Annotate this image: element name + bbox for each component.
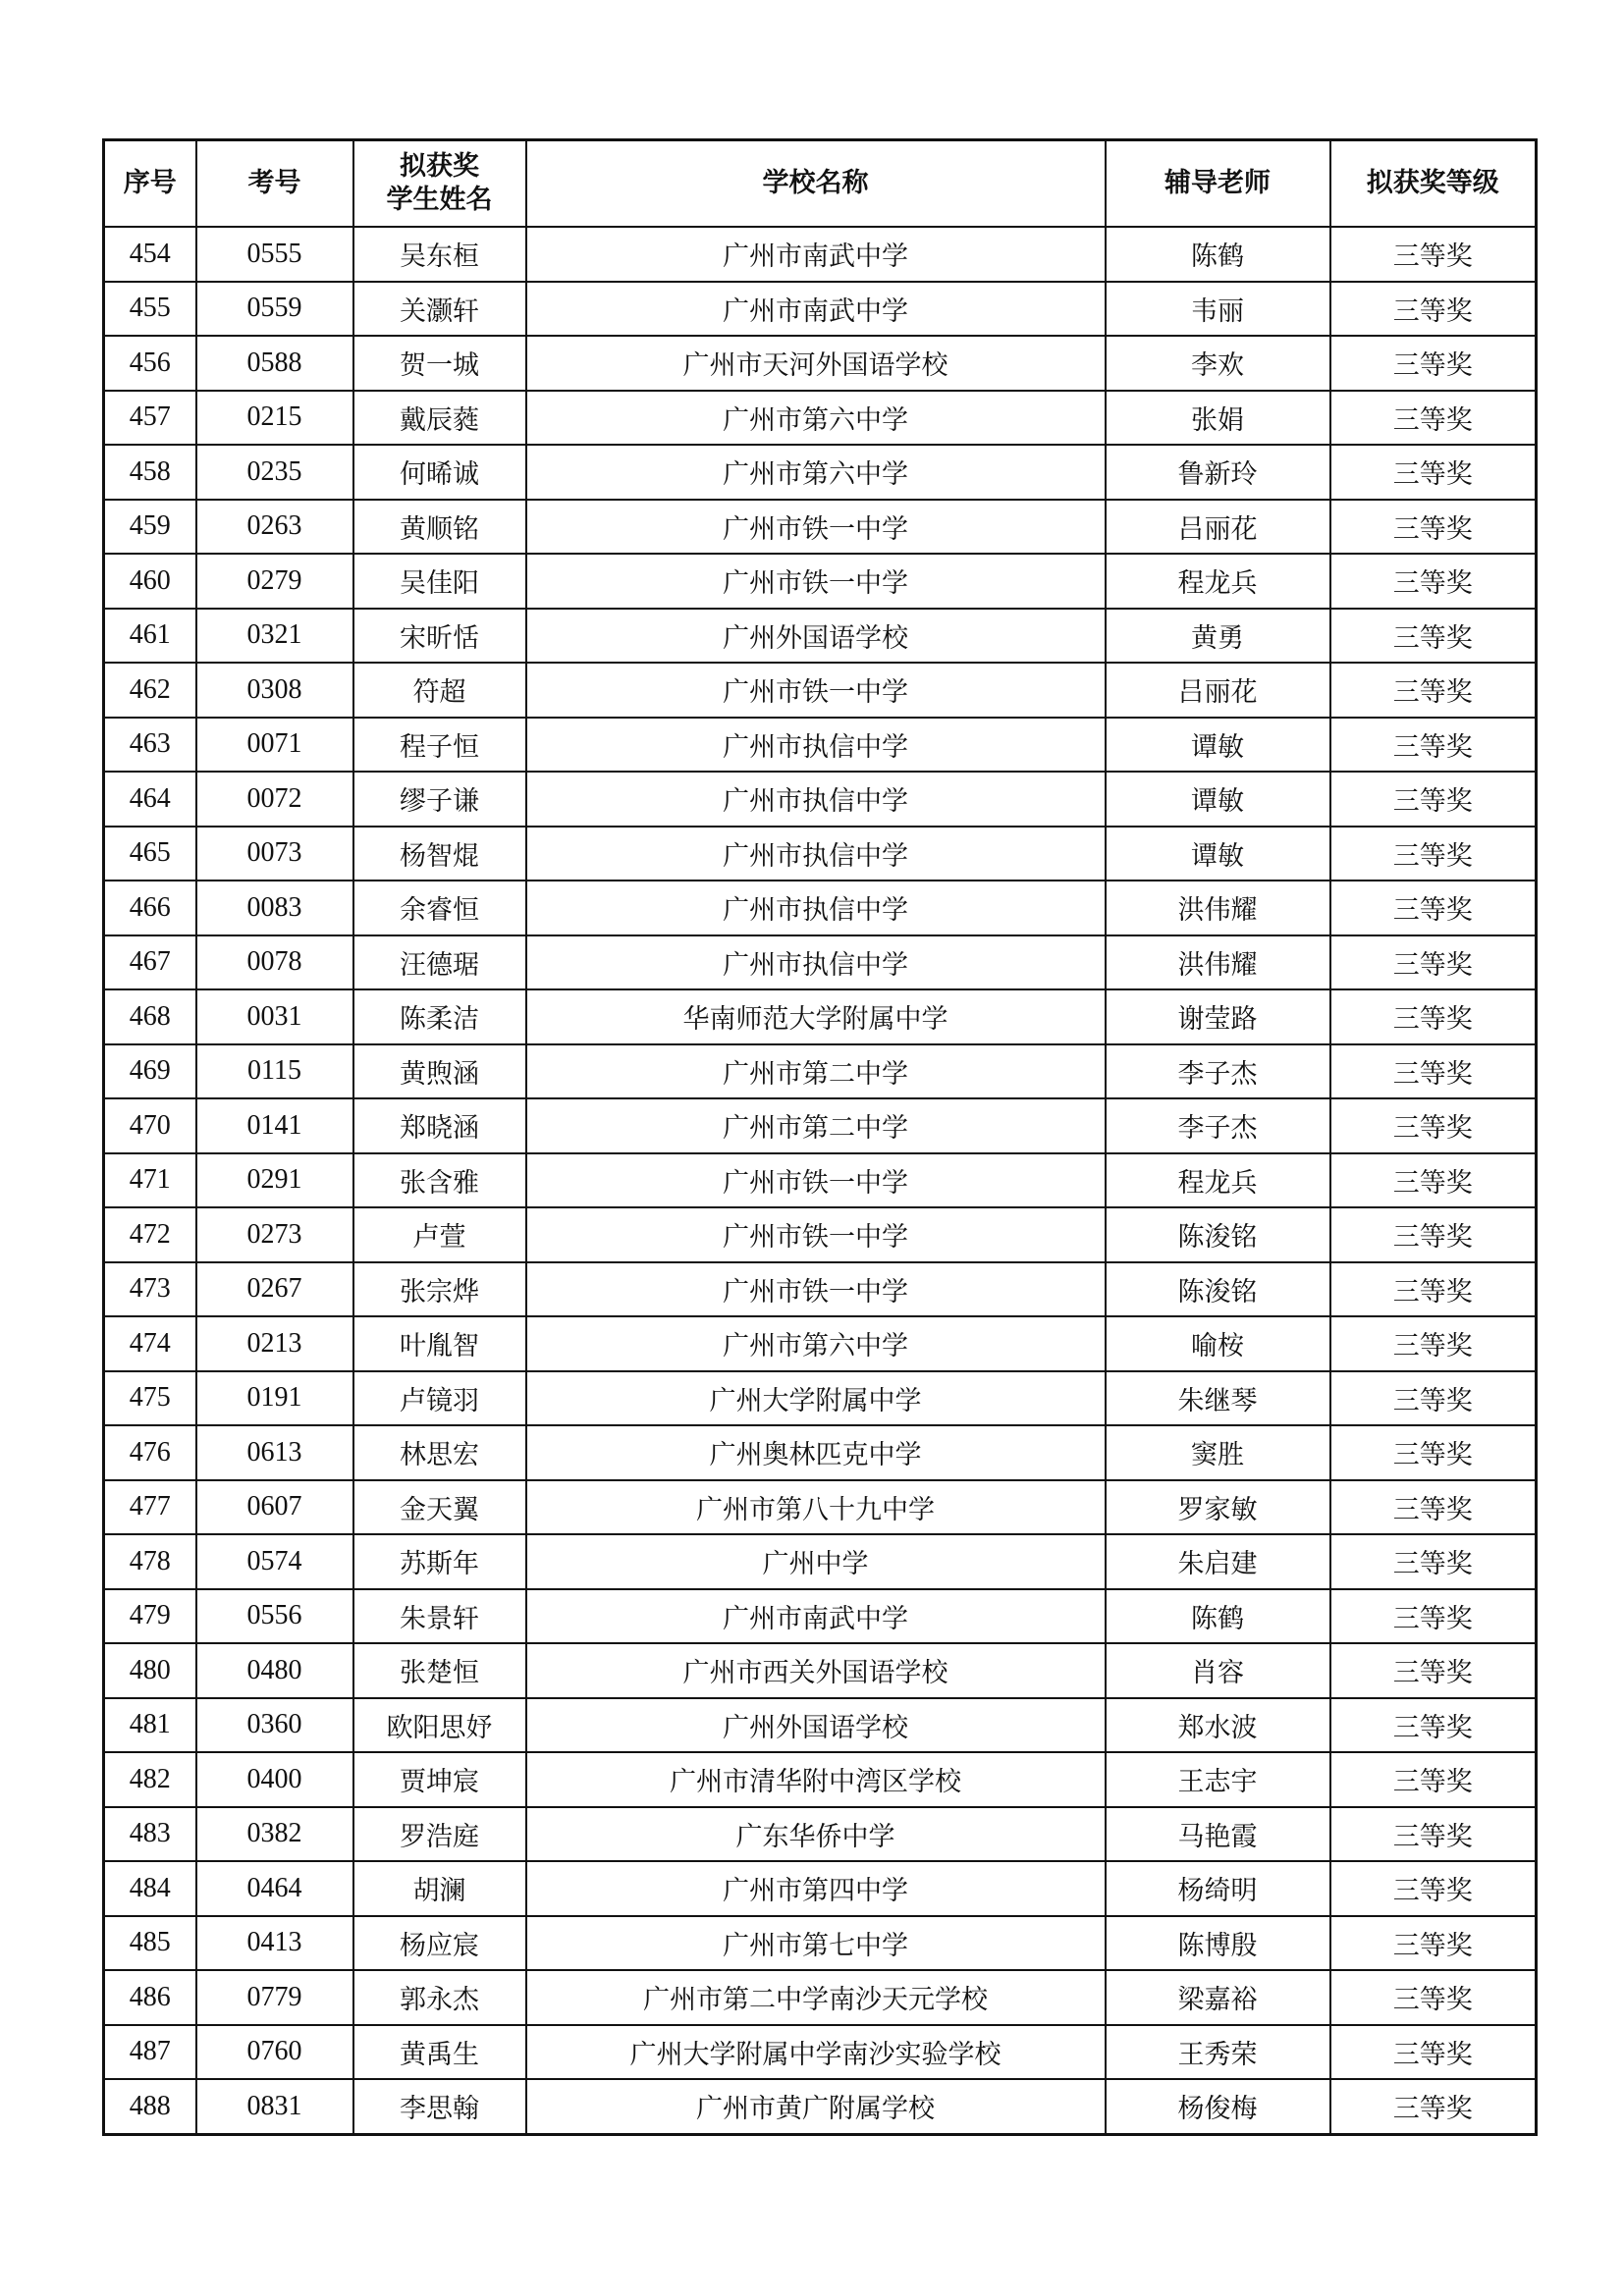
school-cell: 广州市第二中学 (526, 1098, 1106, 1153)
seq-cell: 457 (104, 391, 196, 446)
table-row (104, 935, 1537, 990)
header-student-name-line1: 拟获奖 (400, 151, 479, 182)
table-row (104, 1916, 1537, 1971)
student-name-cell: 杨应宸 (353, 1916, 526, 1971)
table-row (104, 1425, 1537, 1480)
teacher-cell: 朱继琴 (1106, 1371, 1330, 1426)
student-name-cell: 朱景轩 (353, 1589, 526, 1644)
table-row (104, 336, 1537, 391)
exam-no-cell: 0613 (196, 1425, 353, 1480)
teacher-cell: 程龙兵 (1106, 554, 1330, 609)
teacher-cell: 李子杰 (1106, 1044, 1330, 1099)
school-cell: 广州市第七中学 (526, 1916, 1106, 1971)
award-level-cell: 三等奖 (1330, 1698, 1537, 1753)
table-row (104, 827, 1537, 881)
school-cell: 广东华侨中学 (526, 1807, 1106, 1862)
school-cell: 广州市南武中学 (526, 282, 1106, 337)
table-row (104, 1698, 1537, 1753)
teacher-cell: 罗家敏 (1106, 1480, 1330, 1535)
exam-no-cell: 0464 (196, 1861, 353, 1916)
seq-cell: 460 (104, 554, 196, 609)
teacher-cell: 谢莹路 (1106, 989, 1330, 1044)
exam-no-cell: 0291 (196, 1153, 353, 1208)
exam-no-cell: 0779 (196, 1970, 353, 2025)
header-exam-no: 考号 (196, 140, 353, 228)
table-row (104, 1098, 1537, 1153)
award-level-cell: 三等奖 (1330, 1970, 1537, 2025)
school-cell: 广州市第六中学 (526, 391, 1106, 446)
seq-cell: 488 (104, 2079, 196, 2134)
seq-cell: 459 (104, 500, 196, 555)
teacher-cell: 陈鹤 (1106, 1589, 1330, 1644)
award-level-cell: 三等奖 (1330, 609, 1537, 664)
school-cell: 广州市执信中学 (526, 718, 1106, 773)
header-seq: 序号 (104, 140, 196, 228)
teacher-cell: 陈鹤 (1106, 227, 1330, 282)
exam-no-cell: 0071 (196, 718, 353, 773)
student-name-cell: 郭永杰 (353, 1970, 526, 2025)
seq-cell: 458 (104, 445, 196, 500)
header-student-name (353, 140, 526, 228)
table-row (104, 500, 1537, 555)
school-cell: 广州中学 (526, 1534, 1106, 1589)
table-row (104, 989, 1537, 1044)
award-level-cell: 三等奖 (1330, 1207, 1537, 1262)
teacher-cell: 洪伟耀 (1106, 881, 1330, 935)
award-level-cell: 三等奖 (1330, 391, 1537, 446)
school-cell: 广州外国语学校 (526, 1698, 1106, 1753)
teacher-cell: 张娟 (1106, 391, 1330, 446)
exam-no-cell: 0360 (196, 1698, 353, 1753)
seq-cell: 481 (104, 1698, 196, 1753)
award-list-table (102, 138, 1538, 2136)
seq-cell: 465 (104, 827, 196, 881)
award-level-cell: 三等奖 (1330, 554, 1537, 609)
student-name-cell: 杨智焜 (353, 827, 526, 881)
exam-no-cell: 0574 (196, 1534, 353, 1589)
seq-cell: 476 (104, 1425, 196, 1480)
header-award-level: 拟获奖等级 (1330, 140, 1537, 228)
student-name-cell: 黄禹生 (353, 2025, 526, 2080)
student-name-cell: 李思翰 (353, 2079, 526, 2134)
school-cell: 广州市西关外国语学校 (526, 1643, 1106, 1698)
teacher-cell: 朱启建 (1106, 1534, 1330, 1589)
exam-no-cell: 0607 (196, 1480, 353, 1535)
teacher-cell: 马艳霞 (1106, 1807, 1330, 1862)
school-cell: 广州外国语学校 (526, 609, 1106, 664)
seq-cell: 455 (104, 282, 196, 337)
table-row (104, 718, 1537, 773)
school-cell: 广州市铁一中学 (526, 1153, 1106, 1208)
table-row (104, 1262, 1537, 1317)
award-level-cell: 三等奖 (1330, 227, 1537, 282)
exam-no-cell: 0400 (196, 1752, 353, 1807)
award-level-cell: 三等奖 (1330, 663, 1537, 718)
table-row (104, 2025, 1537, 2080)
exam-no-cell: 0308 (196, 663, 353, 718)
table-row (104, 282, 1537, 337)
award-level-cell: 三等奖 (1330, 1262, 1537, 1317)
school-cell: 广州市黄广附属学校 (526, 2079, 1106, 2134)
student-name-cell: 何晞诚 (353, 445, 526, 500)
award-level-cell: 三等奖 (1330, 1643, 1537, 1698)
table-row (104, 1589, 1537, 1644)
teacher-cell: 肖容 (1106, 1643, 1330, 1698)
header-teacher: 辅导老师 (1106, 140, 1330, 228)
award-level-cell: 三等奖 (1330, 445, 1537, 500)
teacher-cell: 郑水波 (1106, 1698, 1330, 1753)
seq-cell: 475 (104, 1371, 196, 1426)
seq-cell: 469 (104, 1044, 196, 1099)
exam-no-cell: 0215 (196, 391, 353, 446)
school-cell: 广州市南武中学 (526, 1589, 1106, 1644)
student-name-cell: 金天翼 (353, 1480, 526, 1535)
seq-cell: 484 (104, 1861, 196, 1916)
award-level-cell: 三等奖 (1330, 1098, 1537, 1153)
school-cell: 广州市天河外国语学校 (526, 336, 1106, 391)
student-name-cell: 罗浩庭 (353, 1807, 526, 1862)
student-name-cell: 苏斯年 (353, 1534, 526, 1589)
award-level-cell: 三等奖 (1330, 1534, 1537, 1589)
seq-cell: 473 (104, 1262, 196, 1317)
table-row (104, 445, 1537, 500)
student-name-cell: 戴辰蕤 (353, 391, 526, 446)
school-cell: 广州市第二中学 (526, 1044, 1106, 1099)
award-level-cell: 三等奖 (1330, 1861, 1537, 1916)
seq-cell: 474 (104, 1316, 196, 1371)
student-name-cell: 宋昕恬 (353, 609, 526, 664)
teacher-cell: 喻桉 (1106, 1316, 1330, 1371)
teacher-cell: 吕丽花 (1106, 500, 1330, 555)
student-name-cell: 张楚恒 (353, 1643, 526, 1698)
seq-cell: 468 (104, 989, 196, 1044)
teacher-cell: 梁嘉裕 (1106, 1970, 1330, 2025)
seq-cell: 485 (104, 1916, 196, 1971)
school-cell: 广州大学附属中学 (526, 1371, 1106, 1426)
table-row (104, 1207, 1537, 1262)
teacher-cell: 程龙兵 (1106, 1153, 1330, 1208)
teacher-cell: 黄勇 (1106, 609, 1330, 664)
student-name-cell: 黄煦涵 (353, 1044, 526, 1099)
exam-no-cell: 0115 (196, 1044, 353, 1099)
school-cell: 广州市铁一中学 (526, 500, 1106, 555)
student-name-cell: 余睿恒 (353, 881, 526, 935)
student-name-cell: 张含雅 (353, 1153, 526, 1208)
teacher-cell: 吕丽花 (1106, 663, 1330, 718)
exam-no-cell: 0235 (196, 445, 353, 500)
student-name-cell: 符超 (353, 663, 526, 718)
award-level-cell: 三等奖 (1330, 718, 1537, 773)
student-name-cell: 陈柔洁 (353, 989, 526, 1044)
school-cell: 广州市第六中学 (526, 445, 1106, 500)
seq-cell: 470 (104, 1098, 196, 1153)
award-level-cell: 三等奖 (1330, 1916, 1537, 1971)
exam-no-cell: 0273 (196, 1207, 353, 1262)
award-level-cell: 三等奖 (1330, 1752, 1537, 1807)
teacher-cell: 陈浚铭 (1106, 1262, 1330, 1317)
student-name-cell: 贾坤宸 (353, 1752, 526, 1807)
school-cell: 广州市第八十九中学 (526, 1480, 1106, 1535)
exam-no-cell: 0191 (196, 1371, 353, 1426)
table-row (104, 609, 1537, 664)
student-name-cell: 张宗烨 (353, 1262, 526, 1317)
seq-cell: 477 (104, 1480, 196, 1535)
exam-no-cell: 0073 (196, 827, 353, 881)
school-cell: 广州市执信中学 (526, 935, 1106, 990)
seq-cell: 482 (104, 1752, 196, 1807)
teacher-cell: 鲁新玲 (1106, 445, 1330, 500)
teacher-cell: 李子杰 (1106, 1098, 1330, 1153)
seq-cell: 478 (104, 1534, 196, 1589)
school-cell: 广州市执信中学 (526, 772, 1106, 827)
award-level-cell: 三等奖 (1330, 1589, 1537, 1644)
header-school: 学校名称 (526, 140, 1106, 228)
student-name-cell: 叶胤智 (353, 1316, 526, 1371)
student-name-cell: 卢萱 (353, 1207, 526, 1262)
seq-cell: 483 (104, 1807, 196, 1862)
exam-no-cell: 0556 (196, 1589, 353, 1644)
school-cell: 广州奥林匹克中学 (526, 1425, 1106, 1480)
exam-no-cell: 0382 (196, 1807, 353, 1862)
table-row (104, 1534, 1537, 1589)
seq-cell: 471 (104, 1153, 196, 1208)
exam-no-cell: 0760 (196, 2025, 353, 2080)
award-level-cell: 三等奖 (1330, 282, 1537, 337)
exam-no-cell: 0141 (196, 1098, 353, 1153)
award-level-cell: 三等奖 (1330, 2079, 1537, 2134)
table-row (104, 1970, 1537, 2025)
table-row (104, 1807, 1537, 1862)
table-row (104, 1643, 1537, 1698)
school-cell: 广州市铁一中学 (526, 1207, 1106, 1262)
student-name-cell: 汪德琚 (353, 935, 526, 990)
table-row (104, 1153, 1537, 1208)
student-name-cell: 缪子谦 (353, 772, 526, 827)
teacher-cell: 李欢 (1106, 336, 1330, 391)
seq-cell: 464 (104, 772, 196, 827)
seq-cell: 479 (104, 1589, 196, 1644)
exam-no-cell: 0559 (196, 282, 353, 337)
award-level-cell: 三等奖 (1330, 772, 1537, 827)
award-level-cell: 三等奖 (1330, 1044, 1537, 1099)
table-row (104, 1480, 1537, 1535)
student-name-cell: 吴佳阳 (353, 554, 526, 609)
student-name-cell: 胡澜 (353, 1861, 526, 1916)
exam-no-cell: 0213 (196, 1316, 353, 1371)
student-name-cell: 程子恒 (353, 718, 526, 773)
exam-no-cell: 0480 (196, 1643, 353, 1698)
exam-no-cell: 0279 (196, 554, 353, 609)
school-cell: 广州市执信中学 (526, 881, 1106, 935)
award-level-cell: 三等奖 (1330, 1371, 1537, 1426)
seq-cell: 480 (104, 1643, 196, 1698)
exam-no-cell: 0083 (196, 881, 353, 935)
school-cell: 广州市第二中学南沙天元学校 (526, 1970, 1106, 2025)
school-cell: 广州市铁一中学 (526, 554, 1106, 609)
student-name-cell: 郑晓涵 (353, 1098, 526, 1153)
school-cell: 广州市铁一中学 (526, 1262, 1106, 1317)
seq-cell: 454 (104, 227, 196, 282)
school-cell: 广州市铁一中学 (526, 663, 1106, 718)
seq-cell: 487 (104, 2025, 196, 2080)
seq-cell: 461 (104, 609, 196, 664)
teacher-cell: 王志宇 (1106, 1752, 1330, 1807)
seq-cell: 462 (104, 663, 196, 718)
teacher-cell: 谭敏 (1106, 718, 1330, 773)
award-level-cell: 三等奖 (1330, 881, 1537, 935)
teacher-cell: 杨俊梅 (1106, 2079, 1330, 2134)
school-cell: 广州大学附属中学南沙实验学校 (526, 2025, 1106, 2080)
table-row (104, 772, 1537, 827)
award-level-cell: 三等奖 (1330, 1153, 1537, 1208)
header-student-name-line2: 学生姓名 (386, 185, 493, 215)
teacher-cell: 洪伟耀 (1106, 935, 1330, 990)
exam-no-cell: 0321 (196, 609, 353, 664)
exam-no-cell: 0078 (196, 935, 353, 990)
award-level-cell: 三等奖 (1330, 989, 1537, 1044)
award-level-cell: 三等奖 (1330, 2025, 1537, 2080)
award-level-cell: 三等奖 (1330, 1316, 1537, 1371)
school-cell: 广州市执信中学 (526, 827, 1106, 881)
student-name-cell: 林思宏 (353, 1425, 526, 1480)
exam-no-cell: 0031 (196, 989, 353, 1044)
seq-cell: 486 (104, 1970, 196, 2025)
student-name-cell: 贺一城 (353, 336, 526, 391)
seq-cell: 463 (104, 718, 196, 773)
exam-no-cell: 0267 (196, 1262, 353, 1317)
table-header-row (104, 140, 1537, 228)
teacher-cell: 王秀荣 (1106, 2025, 1330, 2080)
award-level-cell: 三等奖 (1330, 1480, 1537, 1535)
teacher-cell: 窦胜 (1106, 1425, 1330, 1480)
student-name-cell: 黄顺铭 (353, 500, 526, 555)
exam-no-cell: 0263 (196, 500, 353, 555)
exam-no-cell: 0831 (196, 2079, 353, 2134)
teacher-cell: 陈博殷 (1106, 1916, 1330, 1971)
teacher-cell: 韦丽 (1106, 282, 1330, 337)
school-cell: 广州市第四中学 (526, 1861, 1106, 1916)
school-cell: 广州市第六中学 (526, 1316, 1106, 1371)
teacher-cell: 杨绮明 (1106, 1861, 1330, 1916)
seq-cell: 466 (104, 881, 196, 935)
table-row (104, 881, 1537, 935)
table-row (104, 1752, 1537, 1807)
award-level-cell: 三等奖 (1330, 1425, 1537, 1480)
school-cell: 广州市清华附中湾区学校 (526, 1752, 1106, 1807)
table-row (104, 663, 1537, 718)
table-row (104, 391, 1537, 446)
award-level-cell: 三等奖 (1330, 1807, 1537, 1862)
award-level-cell: 三等奖 (1330, 827, 1537, 881)
exam-no-cell: 0413 (196, 1916, 353, 1971)
student-name-cell: 吴东桓 (353, 227, 526, 282)
award-level-cell: 三等奖 (1330, 935, 1537, 990)
award-level-cell: 三等奖 (1330, 500, 1537, 555)
student-name-cell: 欧阳思妤 (353, 1698, 526, 1753)
teacher-cell: 谭敏 (1106, 772, 1330, 827)
school-cell: 广州市南武中学 (526, 227, 1106, 282)
exam-no-cell: 0072 (196, 772, 353, 827)
seq-cell: 467 (104, 935, 196, 990)
table-row (104, 1371, 1537, 1426)
teacher-cell: 谭敏 (1106, 827, 1330, 881)
student-name-cell: 卢镜羽 (353, 1371, 526, 1426)
table-row (104, 1316, 1537, 1371)
table-row (104, 227, 1537, 282)
table-row (104, 1861, 1537, 1916)
award-level-cell: 三等奖 (1330, 336, 1537, 391)
exam-no-cell: 0555 (196, 227, 353, 282)
school-cell: 华南师范大学附属中学 (526, 989, 1106, 1044)
table-row (104, 554, 1537, 609)
table-row (104, 1044, 1537, 1099)
table-row (104, 2079, 1537, 2134)
teacher-cell: 陈浚铭 (1106, 1207, 1330, 1262)
seq-cell: 472 (104, 1207, 196, 1262)
student-name-cell: 关灏轩 (353, 282, 526, 337)
exam-no-cell: 0588 (196, 336, 353, 391)
seq-cell: 456 (104, 336, 196, 391)
